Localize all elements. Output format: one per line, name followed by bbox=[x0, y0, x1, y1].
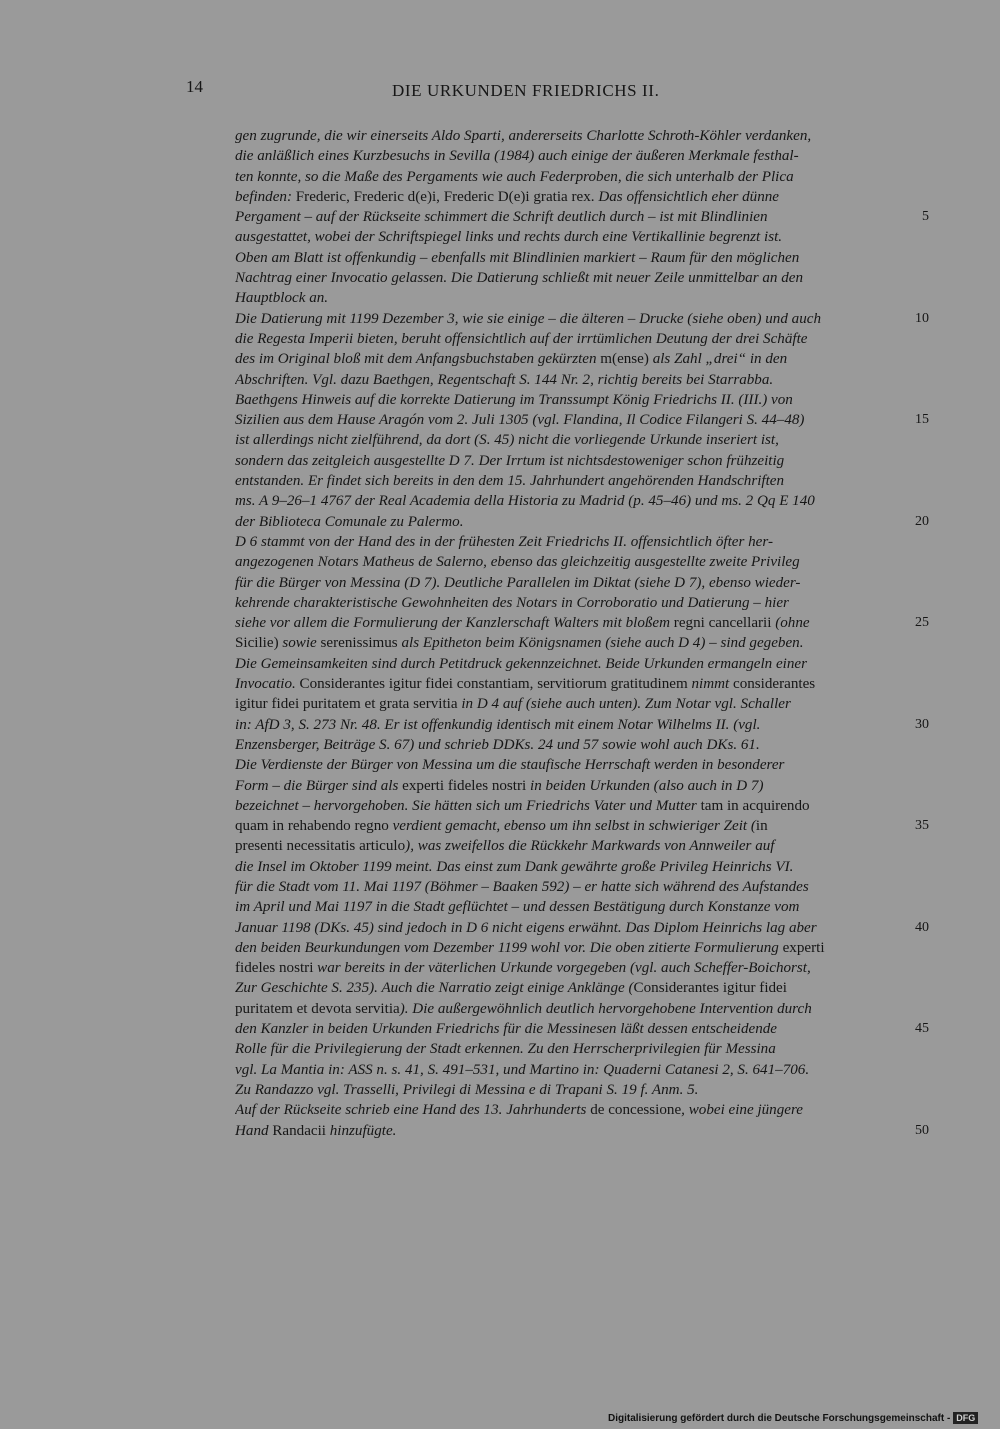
text-line bbox=[235, 1019, 890, 1039]
text-line bbox=[235, 1060, 890, 1080]
text-line bbox=[235, 126, 890, 146]
page-number: 14 bbox=[186, 77, 203, 96]
line-number: 40 bbox=[915, 919, 929, 935]
italic-segment: gen zugrunde, die wir einerseits Aldo Sparti, andererseits Charlotte Schroth-Köhler verdanken, bbox=[235, 128, 812, 144]
italic-segment: befinden: bbox=[235, 188, 296, 205]
text-line bbox=[235, 633, 890, 653]
text-line bbox=[235, 248, 890, 268]
italic-segment: der Biblioteca Comunale zu Palermo. bbox=[235, 513, 464, 530]
roman-segment: m(ense) bbox=[600, 351, 649, 368]
text-line bbox=[235, 735, 890, 755]
italic-segment: ), was zweifellos die Rückkehr Markwards von Annweiler auf bbox=[405, 838, 775, 855]
text-line bbox=[235, 1100, 890, 1120]
roman-segment: fideles nostri bbox=[235, 960, 318, 977]
roman-segment: Considerantes igitur fidei bbox=[633, 980, 787, 997]
text-line bbox=[235, 958, 890, 978]
line-number: 45 bbox=[915, 1021, 929, 1037]
italic-segment: ms. A 9–26–1 4767 der Real Academia della Historia zu Madrid (p. 45–46) und ms. 2 Qq E 140 bbox=[235, 493, 815, 510]
text-line bbox=[235, 776, 890, 796]
line-number: 5 bbox=[922, 209, 929, 225]
italic-segment: Auf der Rückseite schrieb eine Hand des 13. Jahrhunderts bbox=[235, 1102, 591, 1119]
text-line bbox=[235, 918, 890, 938]
roman-segment: de concessione bbox=[590, 1102, 682, 1119]
italic-segment: entstanden. Er findet sich bereits in den dem 15. Jahrhundert angehörenden Handschriften bbox=[235, 473, 785, 490]
roman-segment: considerantes bbox=[733, 676, 816, 693]
italic-segment: als Epitheton beim Königsnamen (siehe auch D 4) – sind gegeben. bbox=[397, 635, 804, 652]
text-line bbox=[235, 755, 890, 775]
roman-segment: experti bbox=[782, 939, 825, 956]
italic-segment: bezeichnet – hervorgehoben. Sie hätten sich um Friedrichs Vater und Mutter bbox=[235, 797, 701, 814]
italic-segment: ausgestattet, wobei der Schriftspiegel links und rechts durch eine Vertikallinie begrenzt ist. bbox=[235, 229, 783, 246]
roman-segment: experti fideles nostri bbox=[402, 777, 527, 794]
italic-segment: Oben am Blatt ist offenkundig – ebenfalls mit Blindlinien markiert – Raum für den möglichen bbox=[235, 249, 800, 266]
text-line bbox=[235, 430, 890, 450]
italic-segment: Abschriften. Vgl. dazu Baethgen, Regentschaft S. 144 Nr. 2, richtig bereits bei Starrabba. bbox=[235, 371, 774, 388]
text-line bbox=[235, 512, 890, 532]
italic-segment: für die Stadt vom 11. Mai 1197 (Böhmer – Baaken 592) – er hatte sich während des Aufstandes bbox=[235, 878, 809, 895]
italic-segment: ist allerdings nicht zielführend, da dort (S. 45) nicht die vorliegende Urkunde inseriert ist, bbox=[235, 432, 779, 449]
text-line bbox=[235, 370, 890, 390]
roman-segment: Sicilie) bbox=[235, 635, 283, 652]
text-line bbox=[235, 857, 890, 877]
italic-segment: D 6 stammt von der Hand des in der frühesten Zeit Friedrichs II. offensichtlich öfter her- bbox=[235, 533, 773, 550]
italic-segment: Die Gemeinsamkeiten sind durch Petitdruck gekennzeichnet. Beide Urkunden ermangeln einer bbox=[235, 655, 807, 672]
text-line bbox=[235, 207, 890, 227]
text-line bbox=[235, 491, 890, 511]
italic-segment: in: AfD 3, S. 273 Nr. 48. Er ist offenkundig identisch mit einem Notar Wilhelms II. (vgl. bbox=[235, 716, 761, 733]
roman-segment: serenissimus bbox=[320, 635, 398, 652]
text-line bbox=[235, 816, 890, 836]
text-line bbox=[235, 836, 890, 856]
italic-segment: , wobei eine jüngere bbox=[681, 1102, 803, 1119]
text-line bbox=[235, 146, 890, 166]
dfg-logo: DFG bbox=[953, 1412, 978, 1424]
italic-segment: hinzufügte. bbox=[325, 1122, 397, 1139]
running-title: DIE URKUNDEN FRIEDRICHS II. bbox=[392, 81, 660, 100]
italic-segment: kehrende charakteristische Gewohnheiten des Notars in Corroboratio und Datierung – hier bbox=[235, 594, 789, 611]
body-text bbox=[235, 126, 890, 1141]
italic-segment: ). Die außergewöhnlich deutlich hervorgehobene Intervention durch bbox=[399, 1000, 812, 1017]
text-line bbox=[235, 268, 890, 288]
italic-segment: den Kanzler in beiden Urkunden Friedrichs für die Messinesen läßt dessen entscheidende bbox=[235, 1021, 778, 1038]
roman-segment: regni cancellarii bbox=[673, 615, 772, 632]
text-line bbox=[235, 897, 890, 917]
text-line bbox=[235, 410, 890, 430]
italic-segment: vgl. La Mantia in: ASS n. s. 41, S. 491–531, und Martino in: Quaderni Catanesi 2, S. 641–706. bbox=[235, 1061, 810, 1078]
text-line bbox=[235, 694, 890, 714]
text-line bbox=[235, 187, 890, 207]
text-line bbox=[235, 796, 890, 816]
italic-segment: Nachtrag einer Invocatio gelassen. Die Datierung schließt mit neuer Zeile unmittelbar an den bbox=[235, 270, 804, 287]
line-number: 15 bbox=[915, 412, 929, 428]
line-number: 25 bbox=[915, 615, 929, 631]
text-line bbox=[235, 877, 890, 897]
text-line bbox=[235, 329, 890, 349]
italic-segment: Pergament – auf der Rückseite schimmert die Schrift deutlich durch – ist mit Blindlinien bbox=[235, 209, 768, 226]
italic-segment: Das offensichtlich eher dünne bbox=[598, 188, 780, 205]
italic-segment: Rolle für die Privilegierung der Stadt erkennen. Zu den Herrscherprivilegien für Messina bbox=[235, 1041, 776, 1058]
text-line bbox=[235, 227, 890, 247]
text-line bbox=[235, 573, 890, 593]
roman-segment: igitur fidei puritatem et grata servitia bbox=[235, 696, 462, 713]
italic-segment: (ohne bbox=[771, 615, 810, 632]
italic-segment: war bereits in der väterlichen Urkunde vorgegeben (vgl. auch Scheffer-Boichorst, bbox=[317, 960, 811, 977]
roman-segment: puritatem et devota servitia bbox=[235, 1000, 400, 1017]
text-line bbox=[235, 674, 890, 694]
roman-segment: presenti necessitatis articulo bbox=[235, 838, 406, 855]
text-line bbox=[235, 552, 890, 572]
italic-segment: Zur Geschichte S. 235). Auch die Narratio zeigt einige Anklänge ( bbox=[235, 980, 634, 997]
roman-segment: Considerantes igitur fidei constantiam, servitiorum gratitudinem bbox=[299, 676, 692, 693]
italic-segment: Zu Randazzo vgl. Trasselli, Privilegi di Messina e di Trapani S. 19 f. Anm. 5. bbox=[235, 1081, 699, 1098]
roman-segment: in bbox=[755, 818, 768, 835]
italic-segment: für die Bürger von Messina (D 7). Deutliche Parallelen im Diktat (siehe D 7), ebenso wieder- bbox=[235, 574, 801, 591]
line-number: 10 bbox=[915, 310, 929, 326]
italic-segment: Die Verdienste der Bürger von Messina um die staufische Herrschaft werden in besonderer bbox=[235, 757, 785, 774]
text-line bbox=[235, 1121, 890, 1141]
text-line bbox=[235, 471, 890, 491]
italic-segment: nimmt bbox=[691, 676, 733, 693]
text-line bbox=[235, 715, 890, 735]
italic-segment: im April und Mai 1197 in die Stadt geflüchtet – und dessen Bestätigung durch Konstanze vom bbox=[235, 899, 800, 916]
italic-segment: siehe vor allem die Formulierung der Kanzlerschaft Walters mit bloßem bbox=[235, 615, 674, 632]
italic-segment: die Insel im Oktober 1199 meint. Das einst zum Dank gewährte große Privileg Heinrichs VI. bbox=[235, 858, 794, 875]
text-line bbox=[235, 1039, 890, 1059]
italic-segment: die anläßlich eines Kurzbesuchs in Sevilla (1984) auch einige der äußeren Merkmale festhal- bbox=[235, 148, 799, 165]
text-line bbox=[235, 349, 890, 369]
italic-segment: Invocatio. bbox=[235, 676, 300, 693]
footer bbox=[608, 1412, 978, 1426]
text-line bbox=[235, 613, 890, 633]
text-line bbox=[235, 288, 890, 308]
roman-segment: Randacii bbox=[272, 1122, 326, 1139]
text-line bbox=[235, 938, 890, 958]
text-line bbox=[235, 167, 890, 187]
text-line bbox=[235, 593, 890, 613]
text-line bbox=[235, 309, 890, 329]
italic-segment: Form – die Bürger sind als bbox=[235, 777, 403, 794]
italic-segment: Sizilien aus dem Hause Aragón vom 2. Juli 1305 (vgl. Flandina, Il Codice Filangeri S. 44–48) bbox=[235, 412, 805, 429]
line-number: 35 bbox=[915, 818, 929, 834]
italic-segment: als Zahl „drei“ in den bbox=[648, 351, 788, 368]
italic-segment: Die Datierung mit 1199 Dezember 3, wie sie einige – die älteren – Drucke (siehe oben) und auch bbox=[235, 310, 821, 327]
text-line bbox=[235, 1080, 890, 1100]
italic-segment: des im Original bloß mit dem Anfangsbuchstaben gekürzten bbox=[235, 351, 601, 368]
text-line bbox=[235, 532, 890, 552]
italic-segment: die Regesta Imperii bieten, beruht offensichtlich auf der irrtümlichen Deutung der drei Schäfte bbox=[235, 330, 808, 347]
text-line bbox=[235, 999, 890, 1019]
line-number: 30 bbox=[915, 716, 929, 732]
italic-segment: in D 4 auf (siehe auch unten). Zum Notar vgl. Schaller bbox=[461, 696, 791, 713]
italic-segment: verdient gemacht, ebenso um ihn selbst in schwieriger Zeit ( bbox=[392, 818, 756, 835]
italic-segment: ten konnte, so die Maße des Pergaments wie auch Federproben, die sich unterhalb der Plica bbox=[235, 168, 794, 185]
italic-segment: den beiden Beurkundungen vom Dezember 1199 wohl vor. Die oben zitierte Formulierung bbox=[235, 939, 783, 956]
roman-segment: Frederic, Frederic d(e)i, Frederic D(e)i gratia rex. bbox=[295, 188, 599, 205]
line-number: 50 bbox=[915, 1122, 929, 1138]
italic-segment: Hauptblock an. bbox=[235, 290, 329, 307]
italic-segment: Baethgens Hinweis auf die korrekte Datierung im Transsumpt König Friedrichs II. (III.) von bbox=[235, 391, 793, 408]
italic-segment: sowie bbox=[282, 635, 321, 652]
italic-segment: in beiden Urkunden (also auch in D 7) bbox=[526, 777, 764, 794]
italic-segment: Januar 1198 (DKs. 45) sind jedoch in D 6 nicht eigens erwähnt. Das Diplom Heinrichs lag aber bbox=[235, 919, 817, 936]
italic-segment: Enzensberger, Beiträge S. 67) und schrieb DDKs. 24 und 57 sowie wohl auch DKs. 61. bbox=[235, 736, 760, 753]
roman-segment: tam in acquirendo bbox=[700, 797, 810, 814]
text-line bbox=[235, 390, 890, 410]
footer-text: Digitalisierung gefördert durch die Deutsche Forschungsgemeinschaft - bbox=[608, 1413, 951, 1424]
italic-segment: Hand bbox=[235, 1122, 273, 1139]
italic-segment: angezogenen Notars Matheus de Salerno, ebenso das gleichzeitig ausgestellte zweite Privileg bbox=[235, 554, 800, 571]
text-line bbox=[235, 654, 890, 674]
line-number: 20 bbox=[915, 513, 929, 529]
text-line bbox=[235, 451, 890, 471]
italic-segment: sondern das zeitgleich ausgestellte D 7. Der Irrtum ist nichtsdestoweniger schon frühzeitig bbox=[235, 452, 785, 469]
roman-segment: quam in rehabendo regno bbox=[235, 818, 393, 835]
text-line bbox=[235, 978, 890, 998]
